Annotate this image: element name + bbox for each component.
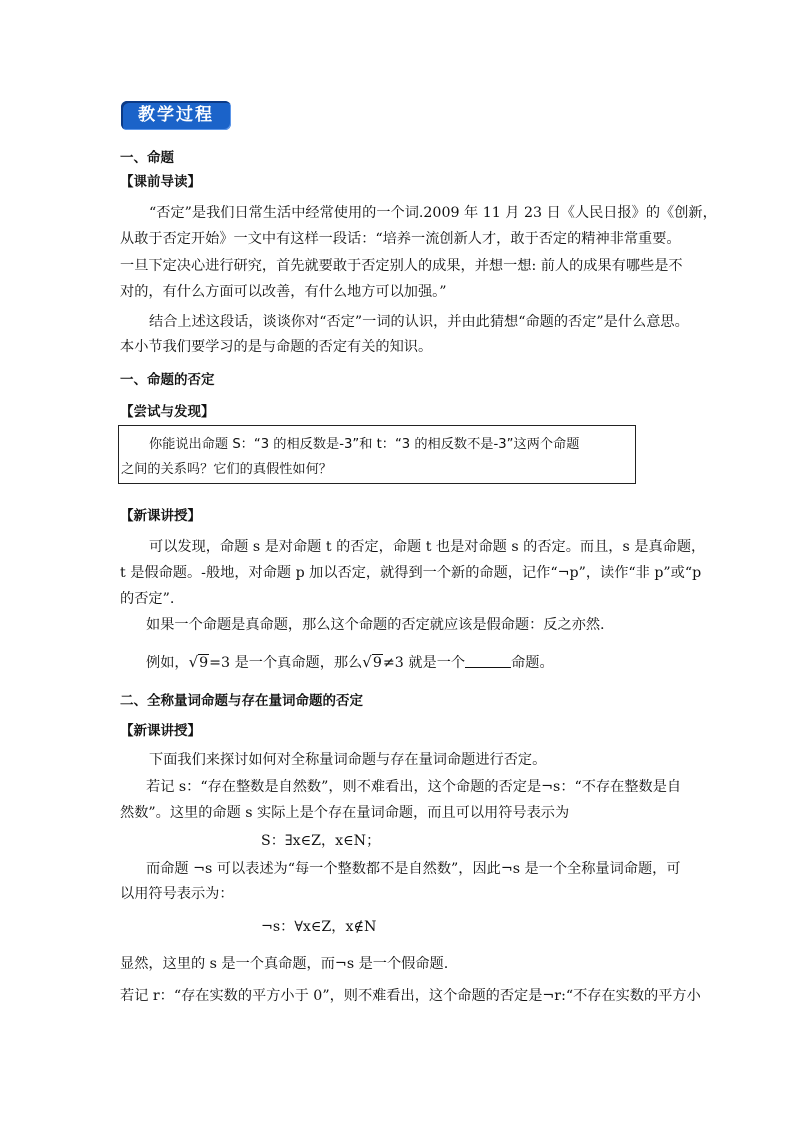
paragraph-line: 的否定”. [120, 591, 175, 607]
question-line: 你能说出命题 S：“3 的相反数是-3”和 t：“3 的相反数不是-3”这两个命题 [149, 437, 580, 452]
paragraph-line: 本小节我们要学习的是与命题的否定有关的知识。 [120, 339, 433, 355]
heading-propositions: 一、命题 [120, 150, 174, 166]
paragraph-line: 结合上述这段话，谈谈你对“否定”一词的认识，并由此猜想“命题的否定”是什么意思。 [149, 314, 689, 330]
paragraph-line: t 是假命题。-般地，对命题 p 加以否定，就得到一个新的命题，记作“¬p”，读作“非 p”或“p [120, 565, 702, 581]
sqrt-expression [362, 651, 383, 674]
formula-existential: S：∃x∈Z，x∈N； [261, 833, 381, 849]
paragraph-line: 然数”。这里的命题 s 实际上是个存在量词命题，而且可以用符号表示为 [120, 805, 570, 821]
answer-blank [465, 653, 511, 668]
paragraph-line: 可以发现，命题 s 是对命题 t 的否定，命题 t 也是对命题 s 的否定。而且，s 是真命题， [149, 539, 706, 555]
example-suffix: 命题。 [511, 655, 554, 671]
formula-universal: ¬s：∀x∈Z，x∉N [261, 919, 377, 935]
section-banner: 教学过程 [121, 101, 231, 130]
heading-negation: 一、命题的否定 [120, 372, 215, 388]
paragraph-line: 显然，这里的 s 是一个真命题，而¬s 是一个假命题. [120, 956, 449, 972]
heading-quantifier-negation: 二、全称量词命题与存在量词命题的否定 [120, 693, 363, 709]
radicand: 9 [199, 655, 209, 671]
paragraph-line: 若记 s：“存在整数是自然数”，则不难看出，这个命题的否定是¬s：“不存在整数是自 [146, 779, 682, 795]
example-line [146, 651, 554, 674]
example-prefix: 例如， [146, 655, 189, 671]
tag-pre-reading: 【课前导读】 [120, 174, 201, 190]
tag-new-lesson: 【新课讲授】 [120, 723, 201, 739]
paragraph-line: 对的，有什么方面可以改善，有什么地方可以加强。” [120, 284, 447, 300]
paragraph-line: 下面我们来探讨如何对全称量词命题与存在量词命题进行否定。 [149, 752, 547, 768]
question-line: 之间的关系吗？它们的真假性如何？ [121, 462, 332, 477]
question-box [118, 425, 636, 484]
paragraph-line: 从敢于否定开始》一文中有这样一段话：“培养一流创新人才，敢于否定的精神非常重要。 [120, 231, 681, 247]
tag-try-discover: 【尝试与发现】 [120, 404, 215, 420]
radicand: 9 [372, 655, 382, 671]
sqrt-icon: √ [362, 653, 372, 671]
paragraph-line: 以用符号表示为： [120, 886, 234, 902]
example-text: ≠3 就是一个 [382, 655, 466, 671]
sqrt-expression [189, 651, 210, 674]
paragraph-line: 一旦下定决心进行研究，首先就要敢于否定别人的成果，并想一想: 前人的成果有哪些是不 [120, 258, 683, 274]
paragraph-line: 若记 r：“存在实数的平方小于 0”，则不难看出，这个命题的否定是¬r:“不存在实数的平方小 [120, 988, 701, 1004]
tag-new-lesson: 【新课讲授】 [120, 508, 201, 524]
paragraph-line: “否定”是我们日常生活中经常使用的一个词.2009 年 11 月 23 日《人民日报》的《创新， [149, 205, 717, 221]
example-text: =3 是一个真命题，那么 [209, 655, 363, 671]
sqrt-icon: √ [188, 653, 199, 671]
paragraph-line: 如果一个命题是真命题，那么这个命题的否定就应该是假命题：反之亦然. [146, 617, 605, 633]
paragraph-line: 而命题 ¬s 可以表述为“每一个整数都不是自然数”，因此¬s 是一个全称量词命题，可 [146, 861, 681, 877]
